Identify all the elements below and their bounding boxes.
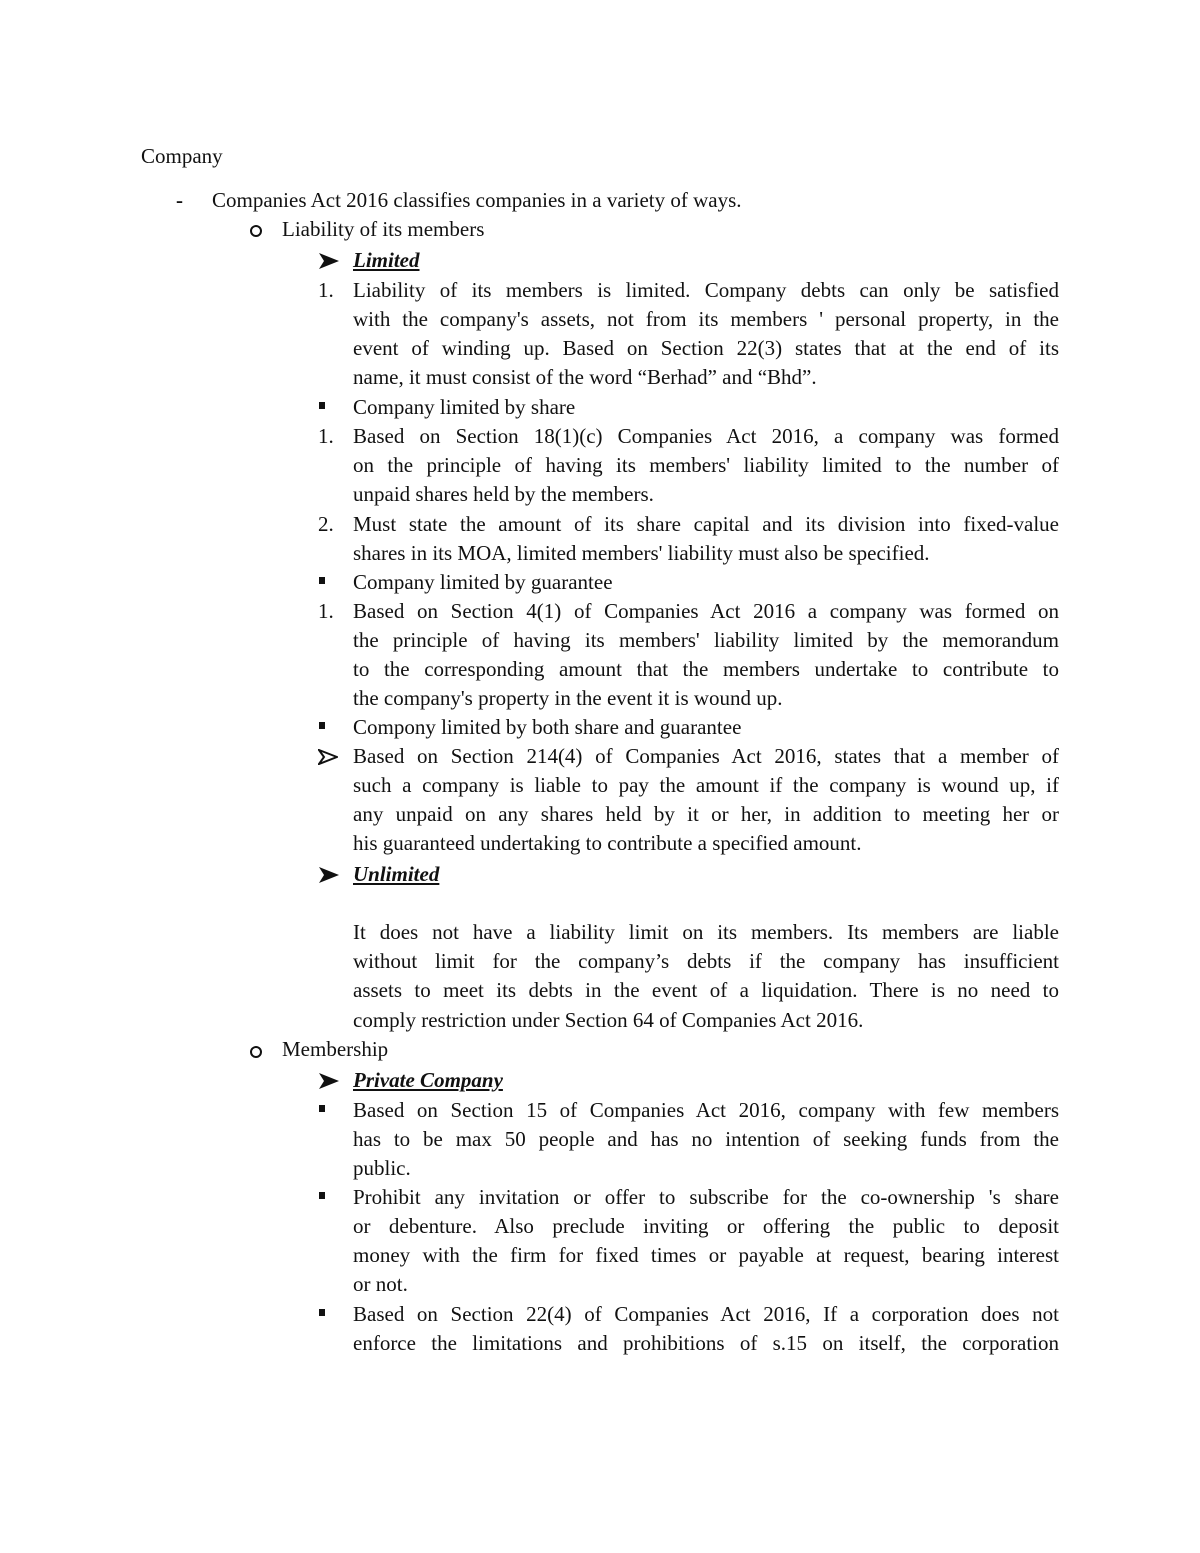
private-b1-line: public. <box>353 1156 411 1180</box>
circle-bullet-icon <box>250 225 262 237</box>
by-share-heading: Company limited by share <box>353 395 576 419</box>
by-both-p1-line: such a company is liable to pay the amount if the company is wound up, if <box>353 773 1059 797</box>
list-number: 1. <box>318 424 334 448</box>
by-guarantee-p1-line: Based on Section 4(1) of Companies Act 2016 a company was formed on <box>353 599 1059 623</box>
square-bullet-icon <box>319 402 325 409</box>
by-both-p1-line: his guaranteed undertaking to contribute a specified amount. <box>353 831 862 855</box>
private-b1-line: has to be max 50 people and has no intention of seeking funds from the <box>353 1127 1059 1151</box>
private-b1-line: Based on Section 15 of Companies Act 2016, company with few members <box>353 1098 1059 1122</box>
limited-p1-line: Liability of its members is limited. Company debts can only be satisfied <box>353 278 1059 302</box>
arrowhead-bullet-icon <box>318 866 340 884</box>
page-title: Company <box>141 144 223 168</box>
list-number: 1. <box>318 278 334 302</box>
by-share-p1-line: unpaid shares held by the members. <box>353 482 654 506</box>
private-b2-line: or not. <box>353 1272 408 1296</box>
by-both-p1-line: any unpaid on any shares held by it or her, in addition to meeting her or <box>353 802 1059 826</box>
square-bullet-icon <box>319 1192 325 1199</box>
private-b2-line: Prohibit any invitation or offer to subscribe for the co-ownership 's share <box>353 1185 1059 1209</box>
private-b2-line: or debenture. Also preclude inviting or offering the public to deposit <box>353 1214 1059 1238</box>
membership-heading: Membership <box>282 1037 389 1061</box>
arrowhead-bullet-icon <box>318 252 340 270</box>
by-guarantee-p1-line: the principle of having its members' liability limited by the memorandum <box>353 628 1059 652</box>
limited-p1-line: with the company's assets, not from its members ' personal property, in the <box>353 307 1059 331</box>
square-bullet-icon <box>319 722 325 729</box>
liability-heading: Liability of its members <box>282 217 485 241</box>
by-share-p1-line: on the principle of having its members' liability limited to the number of <box>353 453 1059 477</box>
private-b3-line: enforce the limitations and prohibitions of s.15 on itself, the corporation <box>353 1331 1059 1355</box>
arrowhead-bullet-icon <box>318 1072 340 1090</box>
limited-p1-line: name, it must consist of the word “Berhad” and “Bhd”. <box>353 365 817 389</box>
circle-bullet-icon <box>250 1046 262 1058</box>
list-number: 2. <box>318 512 334 536</box>
by-both-p1-line: Based on Section 214(4) of Companies Act 2016, states that a member of <box>353 744 1059 768</box>
unlimited-heading: Unlimited <box>353 862 440 886</box>
square-bullet-icon <box>319 1105 325 1112</box>
square-bullet-icon <box>319 577 325 584</box>
by-guarantee-heading: Company limited by guarantee <box>353 570 613 594</box>
arrow-outline-bullet-icon <box>318 749 338 765</box>
unlimited-p1-line: It does not have a liability limit on its members. Its members are liable <box>353 920 1059 944</box>
unlimited-p1-line: comply restriction under Section 64 of Companies Act 2016. <box>353 1008 864 1032</box>
dash-bullet: - <box>176 188 183 212</box>
private-company-heading: Private Company <box>353 1068 503 1092</box>
by-guarantee-p1-line: the company's property in the event it is wound up. <box>353 686 783 710</box>
intro-text: Companies Act 2016 classifies companies in a variety of ways. <box>212 188 742 212</box>
by-share-p2-line: Must state the amount of its share capital and its division into fixed-value <box>353 512 1059 536</box>
by-share-p1-line: Based on Section 18(1)(c) Companies Act 2016, a company was formed <box>353 424 1059 448</box>
unlimited-p1-line: assets to meet its debts in the event of a liquidation. There is no need to <box>353 978 1059 1002</box>
private-b2-line: money with the firm for fixed times or payable at request, bearing interest <box>353 1243 1059 1267</box>
private-b3-line: Based on Section 22(4) of Companies Act 2016, If a corporation does not <box>353 1302 1059 1326</box>
by-share-p2-line: shares in its MOA, limited members' liability must also be specified. <box>353 541 930 565</box>
limited-heading: Limited <box>353 248 420 272</box>
by-guarantee-p1-line: to the corresponding amount that the members undertake to contribute to <box>353 657 1059 681</box>
by-both-heading: Compony limited by both share and guarantee <box>353 715 742 739</box>
limited-p1-line: event of winding up. Based on Section 22(3) states that at the end of its <box>353 336 1059 360</box>
unlimited-p1-line: without limit for the company’s debts if the company has insufficient <box>353 949 1059 973</box>
list-number: 1. <box>318 599 334 623</box>
square-bullet-icon <box>319 1309 325 1316</box>
